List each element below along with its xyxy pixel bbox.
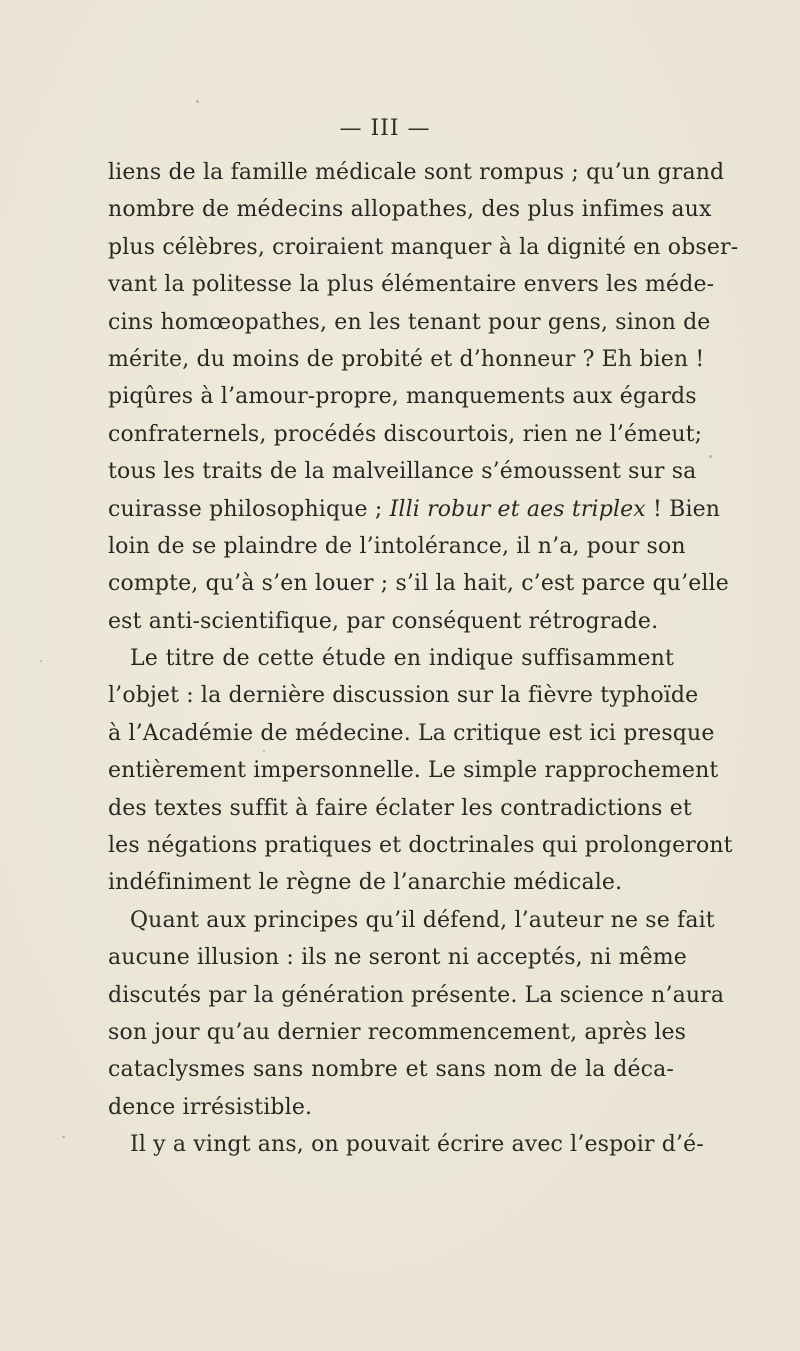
paper-speck bbox=[62, 1136, 65, 1138]
text-line: piqûres à l’amour-propre, manquements aux égards bbox=[108, 384, 697, 410]
text-line: tous les traits de la malveillance s’émoussent sur sa bbox=[108, 459, 697, 485]
paper-speck bbox=[196, 100, 199, 103]
text-line: confraternels, procédés discourtois, rien ne l’émeut; bbox=[108, 421, 703, 447]
text-segment: ! Bien bbox=[645, 496, 721, 522]
text-line: aucune illusion : ils ne seront ni acceptés, ni même bbox=[108, 945, 687, 971]
text-line: compte, qu’à s’en louer ; s’il la hait, c’est parce qu’elle bbox=[108, 571, 729, 597]
text-line: l’objet : la dernière discussion sur la fièvre typhoïde bbox=[108, 683, 699, 709]
text-line: cataclysmes sans nombre et sans nom de la déca- bbox=[108, 1057, 674, 1083]
text-line: entièrement impersonnelle. Le simple rapprochement bbox=[108, 758, 719, 784]
text-line: indéfiniment le règne de l’anarchie médicale. bbox=[108, 870, 623, 896]
text-line: liens de la famille médicale sont rompus ; qu’un grand bbox=[108, 160, 725, 185]
text-line: nombre de médecins allopathes, des plus infimes aux bbox=[108, 197, 712, 223]
text-line: plus célèbres, croiraient manquer à la dignité en obser- bbox=[108, 234, 739, 260]
paper-speck bbox=[40, 660, 42, 662]
text-line: à l’Académie de médecine. La critique est ici presque bbox=[108, 720, 715, 746]
latin-quote: Illi robur et aes triplex bbox=[389, 496, 646, 522]
text-line: les négations pratiques et doctrinales qui prolongeront bbox=[108, 833, 733, 859]
text-line: dence irrésistible. bbox=[108, 1094, 313, 1120]
page-number: — III — bbox=[339, 116, 431, 141]
paragraph-start: Le titre de cette étude en indique suffisamment bbox=[130, 646, 674, 672]
paper-speck bbox=[709, 455, 712, 458]
body-text bbox=[108, 154, 739, 1164]
text-line: cins homœopathes, en les tenant pour gens, sinon de bbox=[108, 309, 711, 335]
text-line bbox=[108, 491, 721, 528]
text-line: vant la politesse la plus élémentaire envers les méde- bbox=[108, 272, 715, 298]
text-line: loin de se plaindre de l’intolérance, il n’a, pour son bbox=[108, 533, 686, 559]
paragraph-start: Quant aux principes qu’il défend, l’auteur ne se fait bbox=[130, 907, 715, 933]
text-line: des textes suffit à faire éclater les contradictions et bbox=[108, 795, 692, 821]
text-line: son jour qu’au dernier recommencement, après les bbox=[108, 1019, 687, 1045]
paragraph-start: Il y a vingt ans, on pouvait écrire avec l’espoir d’é- bbox=[130, 1132, 704, 1158]
text-segment: cuirasse philosophique ; bbox=[108, 496, 390, 522]
text-line: mérite, du moins de probité et d’honneur ? Eh bien ! bbox=[108, 346, 705, 372]
text-line: discutés par la génération présente. La science n’aura bbox=[108, 982, 725, 1008]
text-line: est anti-scientifique, par conséquent rétrograde. bbox=[108, 608, 659, 634]
paper-speck bbox=[263, 750, 265, 752]
